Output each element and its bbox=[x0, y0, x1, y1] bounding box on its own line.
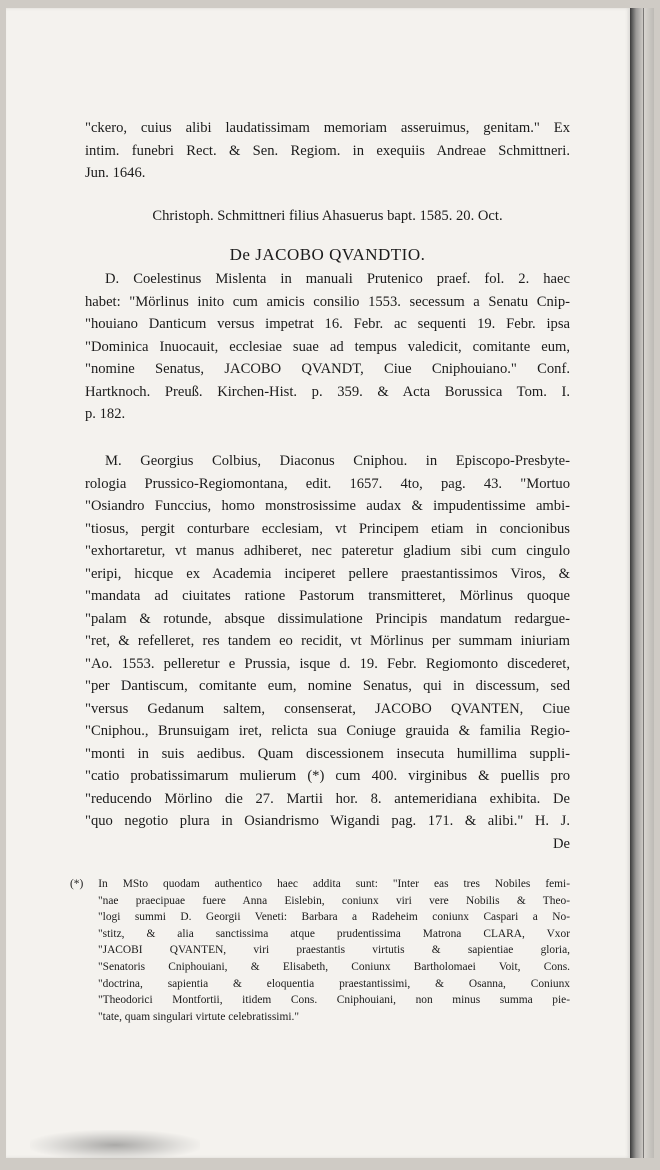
paragraph-line: rologia Prussico-Regiomontana, edit. 1657. 4to, pag. 43. "Mortuo bbox=[85, 475, 570, 492]
intro-line: Jun. 1646. bbox=[85, 165, 146, 181]
paragraph-line: "Cniphou., Brunsuigam iret, relicta sua Coniuge grauida & familia Regio- bbox=[85, 723, 570, 739]
section-heading: De JACOBO QVANDTIO. bbox=[229, 245, 426, 264]
paragraph-line: "nomine Senatus, JACOBO QVANDT, Ciue Cniphouiano." Conf. bbox=[85, 361, 570, 377]
paragraph-line: "catio probatissimarum mulierum (*) cum 400. virginibus & puellis pro bbox=[85, 768, 570, 784]
paragraph-line: D. Coelestinus Mislenta in manuali Prutenico praef. fol. 2. haec bbox=[105, 271, 570, 287]
paragraph-line: "palam & rotunde, absque dissimulatione Principis mandatum redargue- bbox=[85, 610, 570, 627]
paragraph-line: "eripi, hicque ex Academia inciperet pellere praestantissimos Viros, & bbox=[85, 565, 570, 582]
paragraph-line: "houiano Danticum versus impetrat 16. Febr. ac sequenti 19. Febr. ipsa bbox=[85, 316, 570, 332]
christoph-line: Christoph. Schmittneri filius Ahasuerus bapt. 1585. 20. Oct. bbox=[152, 208, 503, 224]
paragraph-line: habet: "Mörlinus inito cum amicis consilio 1553. secessum a Senatu Cnip- bbox=[85, 293, 570, 310]
paragraph-line: "reducendo Mörlino die 27. Martii hor. 8. antemeridiana exhibita. De bbox=[85, 790, 570, 807]
paragraph-line: "monti in suis aedibus. Quam discessionem insecuta humillima suppli- bbox=[85, 745, 570, 762]
paragraph-line: "per Dantiscum, comitante eum, nomine Senatus, qui in discessum, sed bbox=[85, 678, 570, 694]
paragraph-line: "tiosus, pergit conturbare ecclesiam, vt Principem etiam in concionibus bbox=[85, 520, 570, 537]
footnote-line: "logi summi D. Georgii Veneti: Barbara a Radeheim coniunx Caspari a No- bbox=[98, 911, 570, 924]
paragraph-line: "exhortaretur, vt manus adhiberet, nec pateretur gladium sibi cum cingulo bbox=[85, 543, 570, 559]
paragraph-line: "mandata ad ciuitates ratione Pastorum transmitteret, Mörlinus quoque bbox=[85, 588, 570, 604]
paragraph-line: M. Georgius Colbius, Diaconus Cniphou. in Episcopo-Presbyte- bbox=[105, 453, 570, 469]
paragraph-line: "Ao. 1553. pelleretur e Prussia, isque d. 19. Febr. Regiomonto discederet, bbox=[85, 655, 570, 672]
paragraph-line: "Dominica Inuocauit, ecclesiae suae ad tempus valedicit, comitante eum, bbox=[85, 338, 570, 355]
paragraph-line: "versus Gedanum saltem, consenserat, JACOBO QVANTEN, Ciue bbox=[85, 700, 570, 717]
footnote-line: "Theodorici Montfortii, itidem Cons. Cniphouiani, non minus summa pie- bbox=[98, 994, 570, 1007]
paragraph-line: p. 182. bbox=[85, 406, 126, 422]
footnote-line: "nae praecipuae fuere Anna Eislebin, coniunx viri vere Nobilis & Theo- bbox=[98, 894, 570, 907]
paragraph-mislenta bbox=[85, 268, 570, 426]
catchword: De bbox=[552, 835, 570, 852]
page-edge-line bbox=[643, 8, 644, 1158]
intro-line: "ckero, cuius alibi laudatissimam memoriam asseruimus, genitam." Ex bbox=[85, 120, 570, 136]
page-stain bbox=[30, 1130, 200, 1160]
page-edge bbox=[630, 8, 654, 1158]
paragraph-line: "quo negotio plura in Osiandrismo Wigandi pag. 171. & alibi." H. J. bbox=[85, 813, 570, 829]
paragraph-line: Hartknoch. Preuß. Kirchen-Hist. p. 359. & Acta Borussica Tom. I. bbox=[85, 383, 570, 400]
footnote-line: "JACOBI QVANTEN, viri praestantis virtutis & sapientiae gloria, bbox=[98, 944, 570, 957]
christoph-entry bbox=[85, 205, 570, 228]
intro-line: intim. funebri Rect. & Sen. Regiom. in exequiis Andreae Schmittneri. bbox=[85, 142, 570, 159]
footnote-line: (*) In MSto quodam authentico haec addita sunt: "Inter eas tres Nobiles femi- bbox=[70, 878, 570, 890]
footnote-line: "Senatoris Cniphouiani, & Elisabeth, Coniunx Bartholomaei Voit, Cons. bbox=[98, 960, 570, 973]
paragraph-line: "ret, & refelleret, res tandem eo recidit, vt Mörlinus per summam iniuriam bbox=[85, 633, 570, 649]
paragraph-line: "Osiandro Funccius, homo monstrosissime audax & impudentissime ambi- bbox=[85, 498, 570, 514]
footnote-line: "tate, quam singulari virtute celebratissimi." bbox=[98, 1010, 299, 1023]
paragraph-colbius bbox=[85, 450, 570, 855]
footnote-line: "stitz, & alia sanctissima atque prudentissima Matrona CLARA, Vxor bbox=[98, 927, 570, 940]
footnote bbox=[70, 876, 570, 1025]
footnote-line: "doctrina, sapientia & eloquentia praestantissimi, & Osanna, Coniunx bbox=[98, 977, 570, 990]
intro-block bbox=[85, 117, 570, 185]
